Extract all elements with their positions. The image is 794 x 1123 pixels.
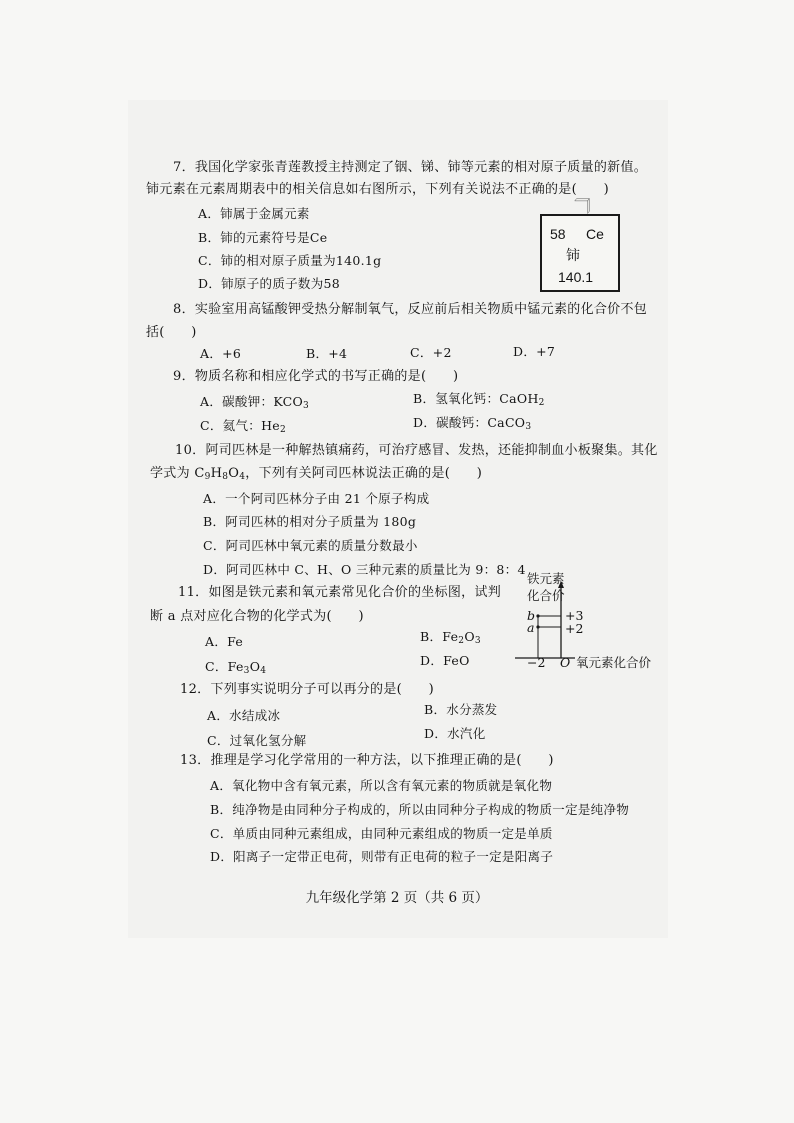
q10-stem-line2: 学式为 $C_9H_8O_4$，下列有关阿司匹林说法正确的是( ) bbox=[150, 466, 483, 482]
graph-y-title-line1: 铁元素 bbox=[527, 571, 565, 586]
q7-option-b: B．铈的元素符号是Ce bbox=[198, 230, 328, 245]
q11-option-c: C．$Fe_3O_4$ bbox=[205, 659, 267, 676]
q12-option-c: C．过氧化氢分解 bbox=[207, 733, 307, 748]
q12-option-b: B．水分蒸发 bbox=[424, 702, 498, 717]
q10-option-a: A．一个阿司匹林分子由 21 个原子构成 bbox=[203, 491, 430, 506]
q13-stem: 13．推理是学习化学常用的一种方法，以下推理正确的是( ) bbox=[180, 753, 554, 768]
q13-option-c: C．单质由同种元素组成，由同种元素组成的物质一定是单质 bbox=[210, 826, 553, 841]
q11-stem-line2: 断 a 点对应化合物的化学式为( ) bbox=[150, 609, 364, 624]
q8-stem-line1: 8．实验室用高锰酸钾受热分解制氧气，反应前后相关物质中锰元素的化合价不包 bbox=[173, 302, 648, 317]
q12-stem: 12．下列事实说明分子可以再分的是( ) bbox=[180, 682, 434, 697]
graph-tick-plus3: +3 bbox=[565, 608, 584, 623]
q8-stem-line2: 括( ) bbox=[146, 325, 197, 340]
element-symbol: Ce bbox=[586, 226, 604, 242]
q10-option-c: C．阿司匹林中氧元素的质量分数最小 bbox=[203, 538, 418, 553]
q7-option-d: D．铈原子的质子数为58 bbox=[198, 276, 341, 291]
q8-option-a: A．+6 bbox=[200, 346, 242, 361]
q9-stem: 9．物质名称和相应化学式的书写正确的是( ) bbox=[173, 369, 459, 384]
q7-stem-line2: 铈元素在元素周期表中的相关信息如右图所示，下列有关说法不正确的是( ) bbox=[146, 182, 609, 197]
q13-option-a: A．氧化物中含有氧元素，所以含有氧元素的物质就是氧化物 bbox=[210, 778, 553, 793]
q8-option-c: C．+2 bbox=[410, 345, 452, 360]
q7-stem-line1: 7．我国化学家张青莲教授主持测定了铟、锑、铈等元素的相对原子质量的新值。 bbox=[173, 160, 648, 175]
q9-option-b: B．氢氧化钙：CaOH$_2$ bbox=[413, 391, 545, 408]
graph-x-title: 氧元素化合价 bbox=[576, 655, 652, 670]
graph-point-a-label: a bbox=[527, 620, 535, 635]
q11-option-b: B．$Fe_2O_3$ bbox=[420, 629, 481, 646]
element-atomic-mass: 140.1 bbox=[558, 269, 594, 285]
graph-y-title-line2: 化合价 bbox=[527, 588, 565, 603]
q11-stem-line1: 11．如图是铁元素和氧元素常见化合价的坐标图，试判 bbox=[178, 585, 502, 600]
q9-option-c: C．氦气：$He_2$ bbox=[200, 418, 286, 435]
q12-option-a: A．水结成冰 bbox=[207, 708, 281, 723]
q8-option-d: D．+7 bbox=[513, 344, 556, 359]
page-footer: 九年级化学第 2 页（共 6 页） bbox=[305, 890, 489, 906]
q10-option-b: B．阿司匹林的相对分子质量为 180g bbox=[203, 514, 417, 529]
element-name: 铈 bbox=[566, 248, 580, 264]
q13-option-d: D．阳离子一定带正电荷，则带有正电荷的粒子一定是阳离子 bbox=[210, 849, 554, 864]
q13-option-b: B．纯净物是由同种分子构成的，所以由同种分子构成的物质一定是纯净物 bbox=[210, 802, 630, 817]
graph-point-b-label: b bbox=[527, 608, 536, 623]
q11-option-a: A．Fe bbox=[205, 634, 244, 649]
q11-option-d: D．FeO bbox=[420, 653, 470, 668]
q10-stem-line1: 10．阿司匹林是一种解热镇痛药，可治疗感冒、发热，还能抑制血小板聚集。其化 bbox=[175, 443, 658, 458]
q9-option-a: A．碳酸钾：$KCO_3$ bbox=[200, 394, 310, 411]
graph-origin: O bbox=[560, 655, 571, 670]
element-card-3d-edges bbox=[540, 198, 624, 214]
graph-tick-plus2: +2 bbox=[565, 621, 584, 636]
valence-coordinate-graph bbox=[505, 572, 695, 672]
element-card-cerium bbox=[540, 198, 628, 292]
q8-option-b: B．+4 bbox=[306, 346, 348, 361]
q7-option-a: A．铈属于金属元素 bbox=[198, 206, 310, 221]
q9-option-d: D．碳酸钙：CaCO$_3$ bbox=[413, 415, 532, 432]
graph-tick-minus2: −2 bbox=[527, 655, 546, 670]
q12-option-d: D．水汽化 bbox=[424, 726, 486, 741]
q7-option-c: C．铈的相对原子质量为140.1g bbox=[198, 253, 382, 268]
q10-option-d: D．阿司匹林中 C、H、O 三种元素的质量比为 9：8：4 bbox=[203, 562, 526, 577]
element-atomic-number: 58 bbox=[550, 226, 566, 242]
